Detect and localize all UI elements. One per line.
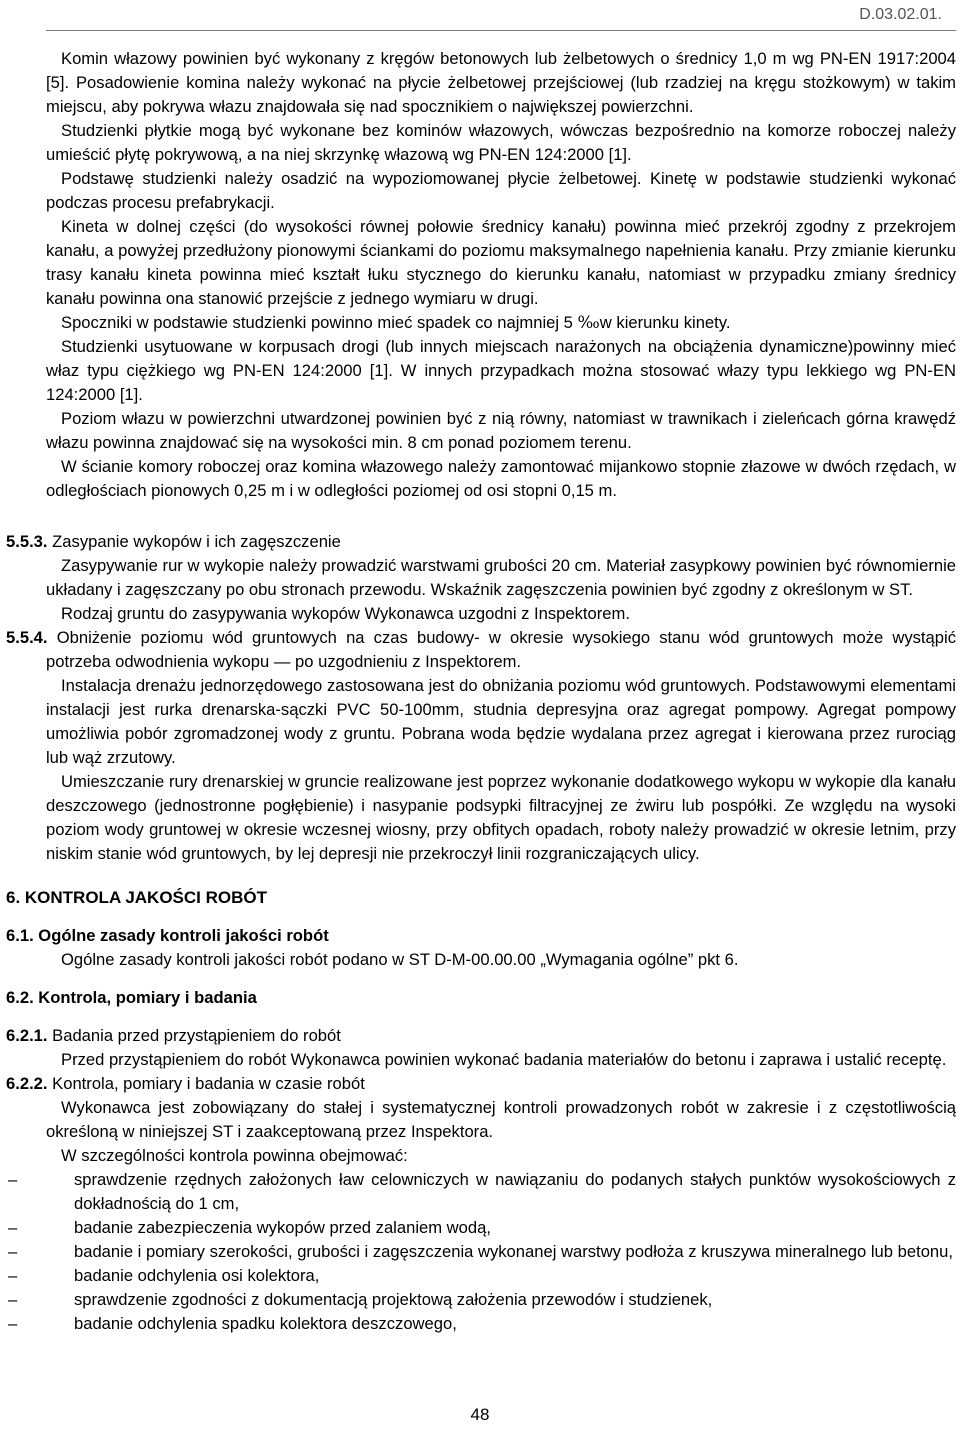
list-item [8, 1288, 956, 1312]
page-number: 48 [470, 1405, 490, 1424]
section-5-5-4 [6, 626, 956, 674]
control-list [8, 1168, 956, 1336]
list-item [8, 1240, 956, 1264]
paragraph: Ogólne zasady kontroli jakości robót podano w ST D-M-00.00.00 „Wymagania ogólne” pkt 6. [61, 950, 739, 969]
section-5-5-3-title [6, 530, 956, 554]
dash-bullet: – [8, 1290, 18, 1309]
paragraph: Komin włazowy powinien być wykonany z kręgów betonowych lub żelbetowych o średnicy 1,0 m wg PN-EN 1917:2004 [5]. Posadowienie komina należy wykonać na płycie żelbetowej przejściowej (lub rzadziej na kręgu stożkowym) w takim miejscu, aby pokrywa włazu znajdowała się nad spocznikiem o największej powierzchni. [46, 49, 956, 116]
document-code: D.03.02.01. [859, 6, 942, 23]
list-item [8, 1216, 956, 1240]
section-manholes [46, 43, 956, 503]
section-text: Obniżenie poziomu wód gruntowych na czas budowy- w okresie wysokiego stanu wód gruntowych może wystąpić potrzeba odwodnienia wykopu — po uzgodnieniu z Inspektorem. [46, 628, 956, 671]
paragraph: Instalacja drenażu jednorzędowego zastosowana jest do obniżania poziomu wód gruntowych. Podstawowymi elementami instalacji jest rurka drenarska-sączki PVC 50-100mm, studnia depresyjna oraz agregat pompowy. Agregat pompowy umożliwia pobór zgromadzonej wody z gruntu. Pobrana woda będzie wydalana przez agregat i kierowana przez rurociąg lub wąż zrzutowy. [46, 676, 956, 767]
permille-sign: ‰ [577, 313, 600, 332]
list-item-text: sprawdzenie rzędnych założonych ław celowniczych w nawiązaniu do podanych stałych punktów wysokościowych z dokładnością do 1 cm, [74, 1170, 956, 1213]
list-item-text: badanie odchylenia osi kolektora, [74, 1266, 320, 1285]
paragraph: W ścianie komory roboczej oraz komina włazowego należy zamontować mijankowo stopnie złazowe w dwóch rzędach, w odległościach pionowych 0,25 m i w odległości poziomej od osi stopni 0,15 m. [46, 457, 956, 500]
paragraph: Zasypywanie rur w wykopie należy prowadzić warstwami grubości 20 cm. Materiał zasypkowy powinien być równomiernie układany i zagęszczany po obu stronach przewodu. Wskaźnik zagęszczenia powinien być zgodny z określonym w ST. [46, 556, 956, 599]
dash-bullet: – [8, 1170, 18, 1189]
header-rule [46, 30, 956, 31]
list-item [8, 1168, 956, 1216]
dash-bullet: – [8, 1266, 18, 1285]
dash-bullet: – [8, 1314, 18, 1333]
section-number: 6.2.2. [6, 1074, 48, 1093]
section-number: 5.5.3. [6, 532, 48, 551]
list-item-text: badanie odchylenia spadku kolektora deszczowego, [74, 1314, 457, 1333]
list-item-text: badanie zabezpieczenia wykopów przed zalaniem wodą, [74, 1218, 491, 1237]
section-6-1-heading: 6.1. Ogólne zasady kontroli jakości robót [6, 926, 329, 945]
slope-text: Spoczniki w podstawie studzienki powinno mieć spadek co najmniej 5 [61, 313, 578, 332]
paragraph: Kineta w dolnej części (do wysokości równej połowie średnicy kanału) powinna mieć przekrój zgodny z przekrojem kanału, a powyżej przedłużony pionowymi ściankami do poziomu maksymalnego napełnienia kanału. Przy zmianie kierunku trasy kanału kineta powinna mieć kształt łuku stycznego do kierunku kanału, natomiast w przypadku zmiany średnicy kanału powinna ona stanowić przejście z jednego wymiaru w drugi. [46, 217, 956, 308]
section-number: 6.2.1. [6, 1026, 48, 1045]
paragraph: Studzienki usytuowane w korpusach drogi (lub innych miejscach narażonych na obciążenia dynamiczne)powinny mieć właz typu ciężkiego wg PN-EN 124:2000 [1]. W innych przypadkach można stosować włazy typu lekkiego wg PN-EN 124:2000 [1]. [46, 337, 956, 404]
paragraph-slope [46, 311, 956, 335]
section-6-2-1-title [6, 1024, 956, 1048]
paragraph: W szczególności kontrola powinna obejmować: [61, 1146, 408, 1165]
list-item [8, 1312, 956, 1336]
paragraph: Podstawę studzienki należy osadzić na wypoziomowanej płycie żelbetowej. Kinetę w podstawie studzienki wykonać podczas procesu prefabrykacji. [46, 169, 956, 212]
paragraph: Poziom włazu w powierzchni utwardzonej powinien być z nią równy, natomiast w trawnikach i zieleńcach górna krawędź włazu powinna znajdować się na wysokości min. 8 cm ponad poziomem terenu. [46, 409, 956, 452]
slope-text-end: w kierunku kinety. [599, 313, 731, 332]
chapter-6-heading: 6. KONTROLA JAKOŚCI ROBÓT [6, 888, 267, 907]
section-title: Kontrola, pomiary i badania w czasie robót [52, 1074, 365, 1093]
list-item [8, 1264, 956, 1288]
section-6-2-heading: 6.2. Kontrola, pomiary i badania [6, 988, 257, 1007]
paragraph: Studzienki płytkie mogą być wykonane bez kominów włazowych, wówczas bezpośrednio na komorze roboczej należy umieścić płytę pokrywową, a na niej skrzynkę włazową wg PN-EN 124:2000 [1]. [46, 121, 956, 164]
section-title: Zasypanie wykopów i ich zagęszczenie [52, 532, 341, 551]
list-item-text: badanie i pomiary szerokości, grubości i zagęszczenia wykonanej warstwy podłoża z kruszywa mineralnego lub betonu, [74, 1242, 953, 1261]
main-body [6, 530, 956, 1336]
paragraph: Przed przystąpieniem do robót Wykonawca powinien wykonać badania materiałów do betonu i zaprawa i ustalić receptę. [61, 1050, 947, 1069]
section-6-2-2-title [6, 1072, 956, 1096]
paragraph: Umieszczanie rury drenarskiej w gruncie realizowane jest poprzez wykonanie dodatkowego wykopu w wykopie dla kanału deszczowego (jednostronne pogłębienie) i nasypanie podsypki filtracyjnej ze żwiru lub pospółki. Ze względu na wysoki poziom wody gruntowej w okresie wczesnej wiosny, przy obfitych opadach, roboty należy prowadzić w okresie letnim, przy niskim stanie wód gruntowych, by lej depresji nie przekroczył linii rozgraniczających ulicy. [46, 772, 956, 863]
section-title: Badania przed przystąpieniem do robót [52, 1026, 341, 1045]
list-item-text: sprawdzenie zgodności z dokumentacją projektową założenia przewodów i studzienek, [74, 1290, 713, 1309]
section-number: 5.5.4. [6, 628, 48, 647]
dash-bullet: – [8, 1242, 18, 1261]
paragraph: Wykonawca jest zobowiązany do stałej i systematycznej kontroli prowadzonych robót w zakresie i z częstotliwością określoną w niniejszej ST i zaakceptowaną przez Inspektora. [46, 1098, 956, 1141]
paragraph: Rodzaj gruntu do zasypywania wykopów Wykonawca uzgodni z Inspektorem. [61, 604, 630, 623]
dash-bullet: – [8, 1218, 18, 1237]
